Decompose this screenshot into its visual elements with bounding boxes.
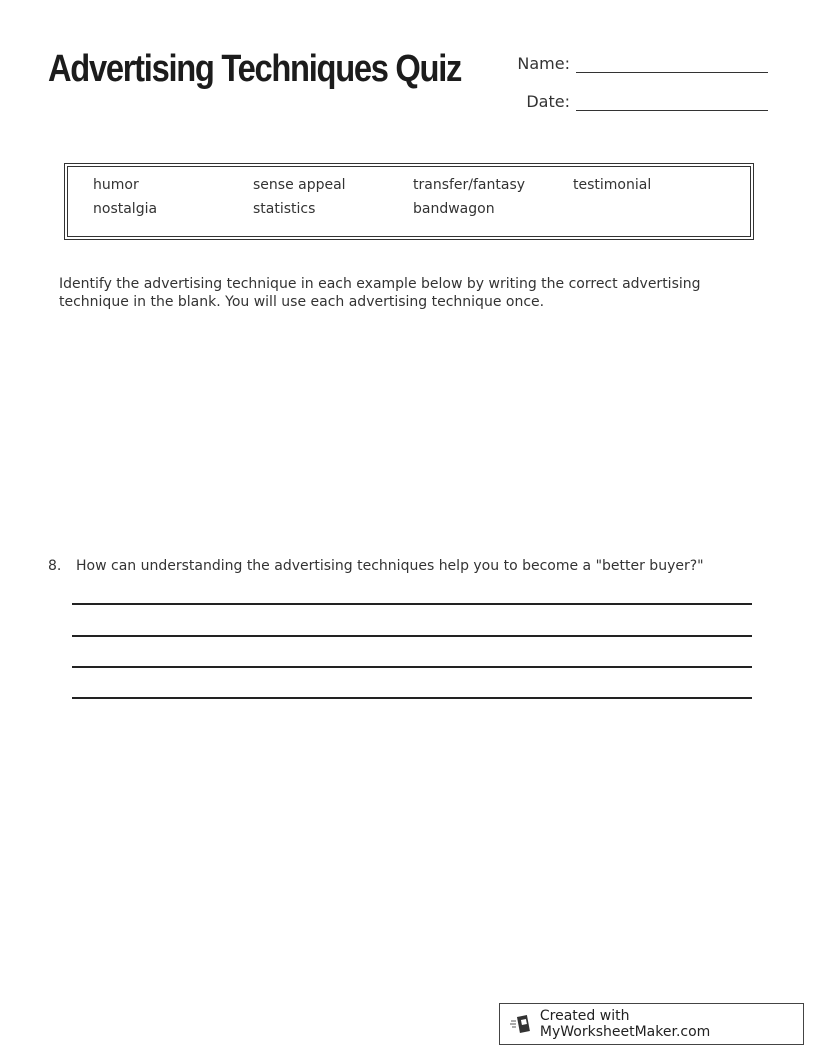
date-blank-line[interactable] bbox=[576, 90, 768, 111]
name-blank-line[interactable] bbox=[576, 52, 768, 73]
word-bank-item: sense appeal bbox=[253, 177, 346, 193]
word-bank-item: nostalgia bbox=[93, 201, 158, 217]
answer-line[interactable] bbox=[72, 635, 752, 637]
instructions: Identify the advertising technique in each example below by writing the correct advertising technique in the blank. You will use each advertising technique once. bbox=[59, 276, 701, 310]
answer-line[interactable] bbox=[72, 697, 752, 699]
word-bank-item: humor bbox=[93, 177, 139, 193]
word-bank-item: statistics bbox=[253, 201, 316, 217]
answer-line[interactable] bbox=[72, 603, 752, 605]
page-title: Advertising Techniques Quiz bbox=[48, 48, 462, 90]
word-bank-item: transfer/fantasy bbox=[413, 177, 526, 193]
question-8 bbox=[48, 558, 704, 574]
footer-text: Created with MyWorksheetMaker.com bbox=[539, 1008, 711, 1040]
name-field[interactable] bbox=[500, 52, 768, 73]
worksheet-logo-icon bbox=[510, 1013, 532, 1035]
word-bank-item: testimonial bbox=[573, 177, 652, 193]
date-field[interactable] bbox=[500, 90, 768, 111]
footer-credit[interactable] bbox=[499, 1003, 804, 1045]
name-label: Name: bbox=[517, 54, 570, 73]
answer-line[interactable] bbox=[72, 666, 752, 668]
question-text: How can understanding the advertising techniques help you to become a "better buyer?" bbox=[76, 558, 704, 574]
date-label: Date: bbox=[526, 92, 570, 111]
word-bank-item: bandwagon bbox=[413, 201, 495, 217]
question-number: 8. bbox=[48, 558, 62, 574]
word-bank bbox=[64, 163, 754, 240]
